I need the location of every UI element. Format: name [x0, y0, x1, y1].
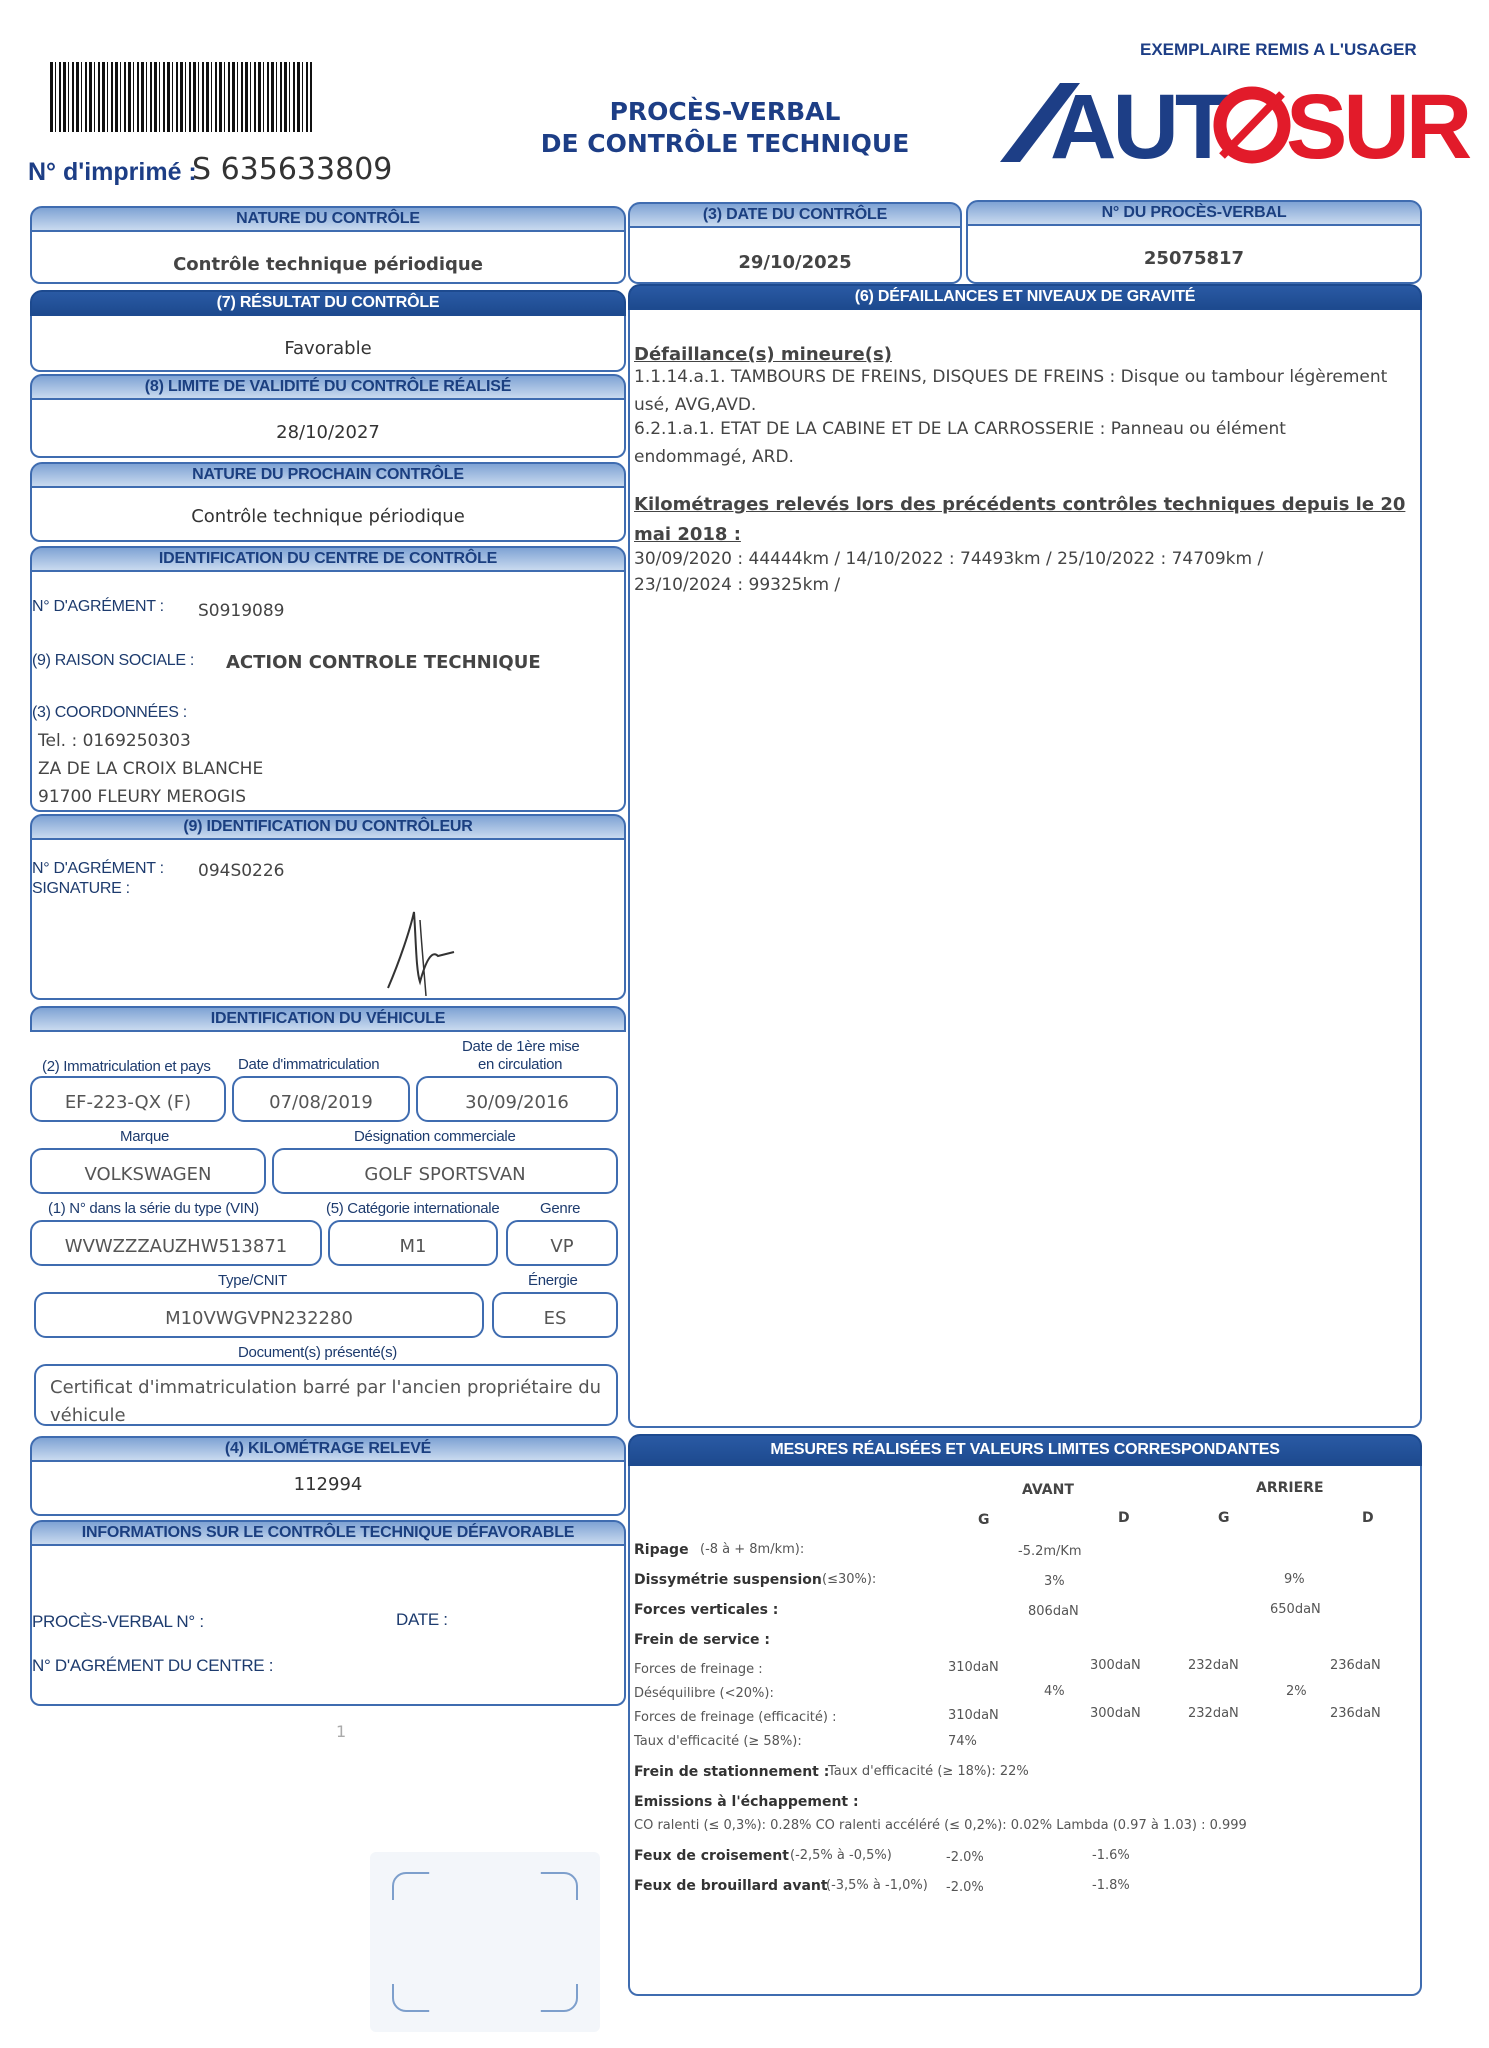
ffe-avd: 300daN	[1090, 1706, 1141, 1721]
pv-numero-header: N° DU PROCÈS-VERBAL	[966, 200, 1422, 226]
centre-raison-label: (9) RAISON SOCIALE :	[32, 652, 195, 669]
km-title-2	[634, 522, 741, 548]
avant-g-label: G	[978, 1512, 990, 1528]
immat-label: (2) Immatriculation et pays	[42, 1058, 211, 1075]
deseq-ar: 2%	[1286, 1684, 1307, 1699]
categorie-field: M1	[328, 1220, 498, 1266]
emis-label: Emissions à l'échappement :	[634, 1794, 859, 1810]
dissy-av: 3%	[1044, 1574, 1065, 1589]
vin-label: (1) N° dans la série du type (VIN)	[48, 1200, 259, 1217]
defavorable-pv-label: PROCÈS-VERBAL N° :	[32, 1612, 204, 1631]
km-title-2-text: mai 2018 :	[634, 524, 741, 545]
genre-label: Genre	[540, 1200, 581, 1217]
page-mark: 1	[336, 1722, 347, 1741]
ffe-avg: 310daN	[948, 1708, 999, 1723]
brouil-d: -1.8%	[1092, 1878, 1130, 1893]
forces-v-ar: 650daN	[1270, 1602, 1321, 1617]
resultat-value: Favorable	[284, 338, 372, 359]
signature-label: SIGNATURE :	[32, 880, 130, 897]
svg-text:AUT: AUT	[1050, 76, 1228, 178]
vin-field: WVWZZZAUZHW513871	[30, 1220, 322, 1266]
document-title	[500, 96, 950, 160]
prochain-header: NATURE DU PROCHAIN CONTRÔLE	[30, 462, 626, 488]
type-field: M10VWGVPN232280	[34, 1292, 484, 1338]
ffe-arg: 232daN	[1188, 1706, 1239, 1721]
defavorable-date-label: DATE :	[396, 1610, 448, 1629]
ripage-limit: (-8 à + 8m/km):	[700, 1542, 805, 1557]
centre-tel: Tel. : 0169250303	[38, 731, 191, 751]
forces-v-av: 806daN	[1028, 1604, 1079, 1619]
defaillances-box	[628, 310, 1422, 1428]
signature	[380, 900, 460, 1000]
centre-raison-value: ACTION CONTROLE TECHNIQUE	[226, 652, 541, 673]
kilometrage-value: 112994	[293, 1474, 363, 1495]
date-immat-label: Date d'immatriculation	[238, 1056, 380, 1073]
date-mise-label-2: en circulation	[478, 1056, 563, 1073]
barcode	[50, 62, 312, 132]
nature-controle-value: Contrôle technique périodique	[173, 254, 483, 275]
taux-value: 74%	[948, 1734, 977, 1749]
forces-v-label: Forces verticales :	[634, 1602, 779, 1618]
brouil-label: Feux de brouillard avant	[634, 1878, 828, 1894]
crois-label: Feux de croisement	[634, 1848, 789, 1864]
defaillance-line-4: endommagé, ARD.	[634, 447, 794, 467]
type-label: Type/CNIT	[218, 1272, 287, 1289]
energie-label: Énergie	[528, 1272, 578, 1289]
defavorable-header: INFORMATIONS SUR LE CONTRÔLE TECHNIQUE DÉFAVORABLE	[30, 1520, 626, 1546]
dissy-label: Dissymétrie suspension	[634, 1572, 822, 1588]
immat-field: EF-223-QX (F)	[30, 1076, 226, 1122]
limite-header: (8) LIMITE DE VALIDITÉ DU CONTRÔLE RÉALISÉ	[30, 374, 626, 400]
arriere-d-label: D	[1362, 1510, 1374, 1526]
date-mise-field: 30/09/2016	[416, 1076, 618, 1122]
svg-text:SUR: SUR	[1286, 76, 1469, 178]
emis-text: CO ralenti (≤ 0,3%): 0.28% CO ralenti accéléré (≤ 0,2%): 0.02% Lambda (0.97 à 1.03) : 0.999	[634, 1818, 1247, 1833]
brouil-limit: (-3,5% à -1,0%)	[826, 1878, 928, 1893]
defaillance-line-3: 6.2.1.a.1. ETAT DE LA CABINE ET DE LA CARROSSERIE : Panneau ou élément	[634, 419, 1286, 439]
imprime-label: N° d'imprimé :	[28, 158, 197, 186]
stat-label: Frein de stationnement :	[634, 1764, 830, 1780]
controleur-header: (9) IDENTIFICATION DU CONTRÔLEUR	[30, 814, 626, 840]
centre-coord-label: (3) COORDONNÉES :	[32, 704, 187, 721]
frein-service-label: Frein de service :	[634, 1632, 771, 1648]
centre-adresse-1: ZA DE LA CROIX BLANCHE	[38, 759, 264, 779]
ff-avd: 300daN	[1090, 1658, 1141, 1673]
prochain-value: Contrôle technique périodique	[191, 506, 465, 527]
energie-field: ES	[492, 1292, 618, 1338]
arriere-g-label: G	[1218, 1510, 1230, 1526]
deseq-label: Déséquilibre (<20%):	[634, 1686, 774, 1701]
centre-agrement-label: N° D'AGRÉMENT :	[32, 598, 164, 615]
marque-field: VOLKSWAGEN	[30, 1148, 266, 1194]
ff-ard: 236daN	[1330, 1658, 1381, 1673]
stamp-area	[370, 1852, 600, 2032]
ripage-value: -5.2m/Km	[1018, 1544, 1082, 1559]
docs-field: Certificat d'immatriculation barré par l'ancien propriétaire du véhicule	[34, 1364, 618, 1426]
ffe-label: Forces de freinage (efficacité) :	[634, 1710, 837, 1725]
taux-label: Taux d'efficacité (≥ 58%):	[634, 1734, 802, 1749]
dissy-limit: (≤30%):	[822, 1572, 877, 1587]
ff-arg: 232daN	[1188, 1658, 1239, 1673]
defaillance-line-1: 1.1.14.a.1. TAMBOURS DE FREINS, DISQUES DE FREINS : Disque ou tambour légèrement	[634, 367, 1388, 387]
categorie-label: (5) Catégorie internationale	[326, 1200, 500, 1217]
resultat-header: (7) RÉSULTAT DU CONTRÔLE	[30, 290, 626, 316]
centre-adresse-2: 91700 FLEURY MEROGIS	[38, 787, 247, 807]
date-controle-header: (3) DATE DU CONTRÔLE	[628, 202, 962, 228]
nature-controle-header: NATURE DU CONTRÔLE	[30, 206, 626, 232]
avant-label: AVANT	[1022, 1482, 1074, 1498]
marque-label: Marque	[120, 1128, 170, 1145]
autosur-logo	[1000, 76, 1469, 178]
km-line-1: 30/09/2020 : 44444km / 14/10/2022 : 74493km / 25/10/2022 : 74709km /	[634, 549, 1264, 569]
controleur-agrement-label: N° D'AGRÉMENT :	[32, 860, 164, 877]
designation-field: GOLF SPORTSVAN	[272, 1148, 618, 1194]
ripage-label: Ripage	[634, 1542, 689, 1558]
mineure-title-text: Défaillance(s) mineure(s)	[634, 344, 892, 365]
ffe-ard: 236daN	[1330, 1706, 1381, 1721]
ff-label: Forces de freinage :	[634, 1662, 763, 1677]
kilometrage-header: (4) KILOMÉTRAGE RELEVÉ	[30, 1436, 626, 1462]
ff-avg: 310daN	[948, 1660, 999, 1675]
controleur-agrement-value: 094S0226	[198, 861, 285, 881]
vehicule-header: IDENTIFICATION DU VÉHICULE	[30, 1006, 626, 1032]
imprime-value: S 635633809	[192, 152, 393, 187]
stat-text: Taux d'efficacité (≥ 18%): 22%	[828, 1764, 1029, 1779]
crois-d: -1.6%	[1092, 1848, 1130, 1863]
pv-numero-value: 25075817	[1143, 248, 1245, 269]
deseq-av: 4%	[1044, 1684, 1065, 1699]
title-line-2: DE CONTRÔLE TECHNIQUE	[540, 129, 910, 158]
avant-d-label: D	[1118, 1510, 1130, 1526]
km-title-1	[634, 492, 1405, 518]
date-mise-label-1: Date de 1ère mise	[462, 1038, 580, 1055]
defaillances-header: (6) DÉFAILLANCES ET NIVEAUX DE GRAVITÉ	[628, 284, 1422, 310]
brouil-g: -2.0%	[946, 1880, 984, 1895]
designation-label: Désignation commerciale	[354, 1128, 516, 1145]
crois-limit: (-2,5% à -0,5%)	[790, 1848, 892, 1863]
defaillance-line-2: usé, AVG,AVD.	[634, 395, 757, 415]
dissy-ar: 9%	[1284, 1572, 1305, 1587]
limite-value: 28/10/2027	[276, 422, 380, 443]
centre-header: IDENTIFICATION DU CENTRE DE CONTRÔLE	[30, 546, 626, 572]
km-title-1-text: Kilométrages relevés lors des précédents contrôles techniques depuis le 20	[634, 494, 1406, 515]
mesures-header: MESURES RÉALISÉES ET VALEURS LIMITES CORRESPONDANTES	[628, 1434, 1422, 1466]
km-line-2: 23/10/2024 : 99325km /	[634, 575, 841, 595]
defavorable-agrement-label: N° D'AGRÉMENT DU CENTRE :	[32, 1656, 274, 1675]
crois-g: -2.0%	[946, 1850, 984, 1865]
title-line-1: PROCÈS-VERBAL	[609, 97, 841, 126]
genre-field: VP	[506, 1220, 618, 1266]
date-controle-value: 29/10/2025	[738, 252, 852, 273]
centre-agrement-value: S0919089	[198, 601, 285, 621]
top-note: EXEMPLAIRE REMIS A L'USAGER	[1140, 40, 1417, 59]
arriere-label: ARRIERE	[1256, 1480, 1324, 1496]
docs-label: Document(s) présenté(s)	[238, 1344, 397, 1361]
date-immat-field: 07/08/2019	[232, 1076, 410, 1122]
